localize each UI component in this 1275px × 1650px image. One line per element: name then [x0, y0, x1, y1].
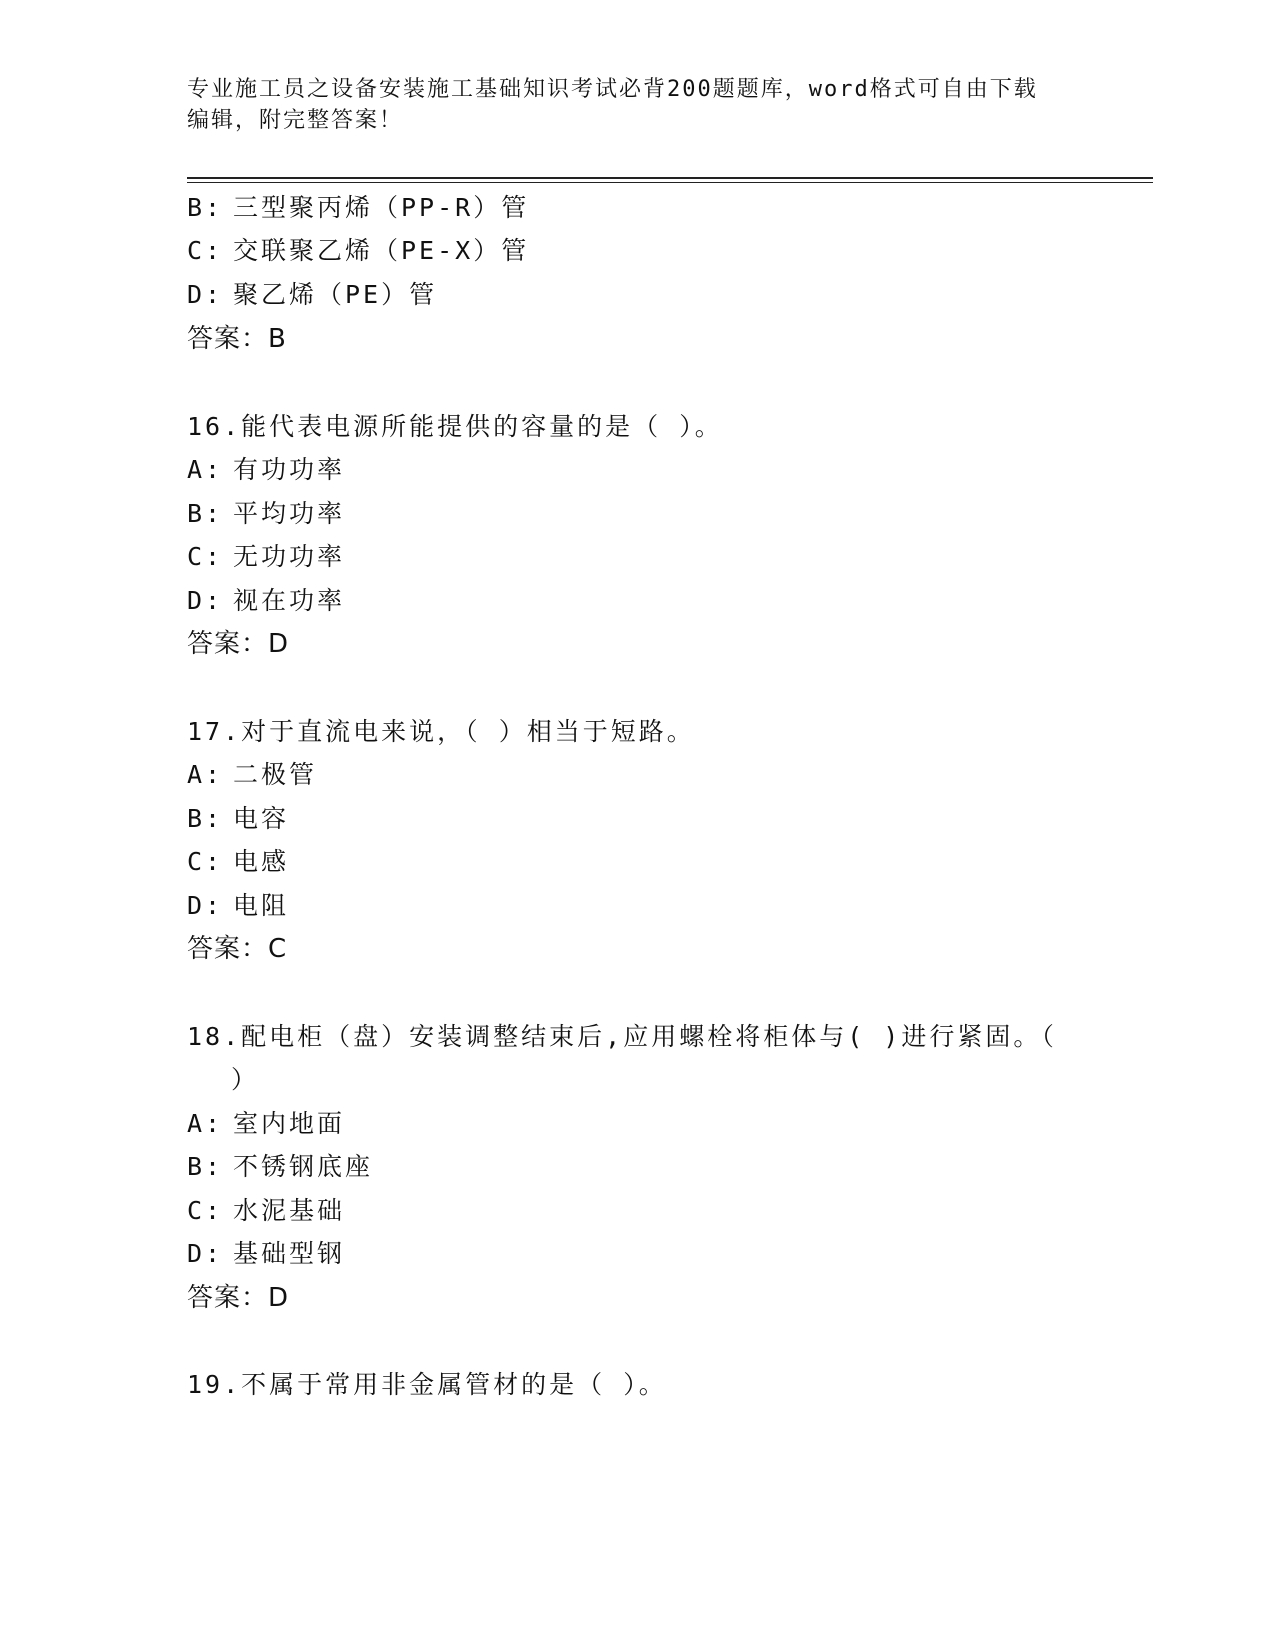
option-line: C: 水泥基础 — [187, 1196, 346, 1225]
header-line-2: 编辑，附完整答案！ — [187, 108, 404, 133]
option-line: C: 交联聚乙烯（PE-X）管 — [187, 236, 530, 265]
answer-line: 答案：D — [187, 1283, 290, 1313]
answer-line: 答案：D — [187, 629, 290, 659]
option-line: D: 基础型钢 — [187, 1239, 346, 1268]
header-divider-thin — [187, 182, 1153, 183]
option-line: A: 室内地面 — [187, 1109, 346, 1138]
option-line: A: 二极管 — [187, 760, 318, 789]
option-line: A: 有功功率 — [187, 455, 346, 484]
option-line: D: 视在功率 — [187, 586, 346, 615]
answer-line: 答案：C — [187, 934, 288, 964]
document-header — [187, 74, 1067, 136]
option-line: D: 电阻 — [187, 891, 290, 920]
header-line-1: 专业施工员之设备安装施工基础知识考试必背200题题库，word格式可自由下载 — [187, 77, 1038, 102]
header-divider-thick — [187, 177, 1153, 179]
option-line: D: 聚乙烯（PE）管 — [187, 280, 438, 309]
option-line: B: 平均功率 — [187, 499, 346, 528]
option-line: C: 无功功率 — [187, 542, 346, 571]
question-stem: 19.不属于常用非金属管材的是（ ）。 — [187, 1370, 667, 1399]
question-stem: 16.能代表电源所能提供的容量的是（ ）。 — [187, 412, 723, 441]
answer-line: 答案：B — [187, 324, 287, 354]
question-stem: 18.配电柜（盘）安装调整结束后,应用螺栓将柜体与( )进行紧固。（ — [187, 1022, 1057, 1051]
question-stem-continuation: ） — [231, 1065, 257, 1094]
question-stem: 17.对于直流电来说，（ ）相当于短路。 — [187, 717, 695, 746]
option-line: C: 电感 — [187, 847, 290, 876]
option-line: B: 不锈钢底座 — [187, 1152, 374, 1181]
option-line: B: 三型聚丙烯（PP-R）管 — [187, 193, 530, 222]
option-line: B: 电容 — [187, 804, 290, 833]
